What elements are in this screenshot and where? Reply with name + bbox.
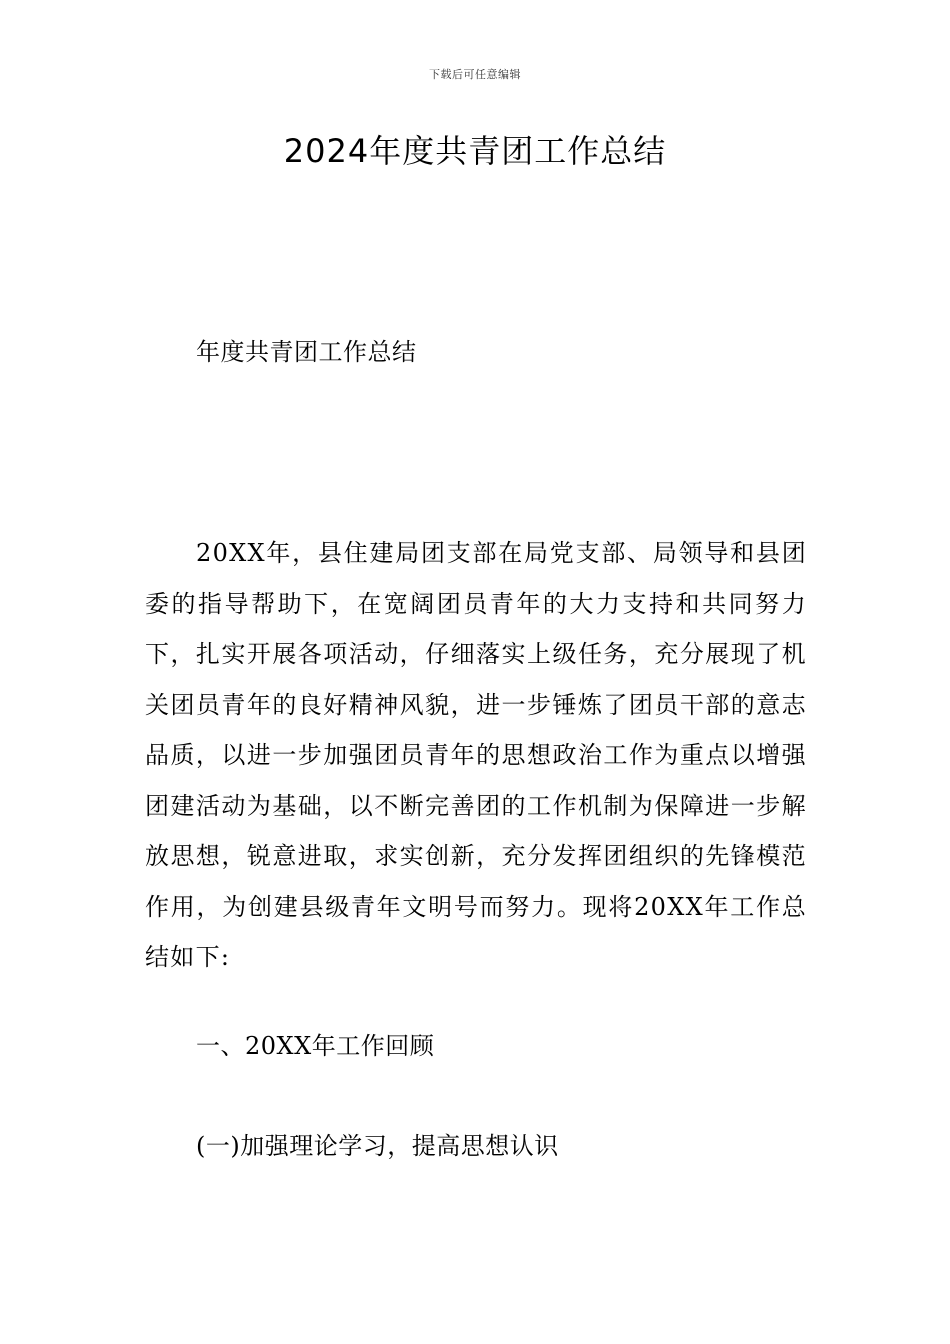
subsection-heading: (一)加强理论学习，提高思想认识	[196, 1132, 559, 1160]
body-paragraph: 20XX年，县住建局团支部在局党支部、局领导和县团委的指导帮助下，在宽阔团员青年的大力支持和共同努力下，扎实开展各项活动，仔细落实上级任务，充分展现了机关团员青年的良好精神风貌，进一步锤炼了团员干部的意志品质，以进一步加强团员青年的思想政治工作为重点以增强团建活动为基础，以不断完善团的工作机制为保障进一步解放思想，锐意进取，求实创新，充分发挥团组织的先锋模范作用，为创建县级青年文明号而努力。现将20XX年工作总结如下:	[145, 539, 807, 971]
section-heading: 一、20XX年工作回顾	[196, 1032, 435, 1060]
document-subtitle: 年度共青团工作总结	[196, 338, 417, 366]
header-note: 下载后可任意编辑	[429, 68, 521, 81]
document-title: 2024年度共青团工作总结	[283, 132, 667, 170]
